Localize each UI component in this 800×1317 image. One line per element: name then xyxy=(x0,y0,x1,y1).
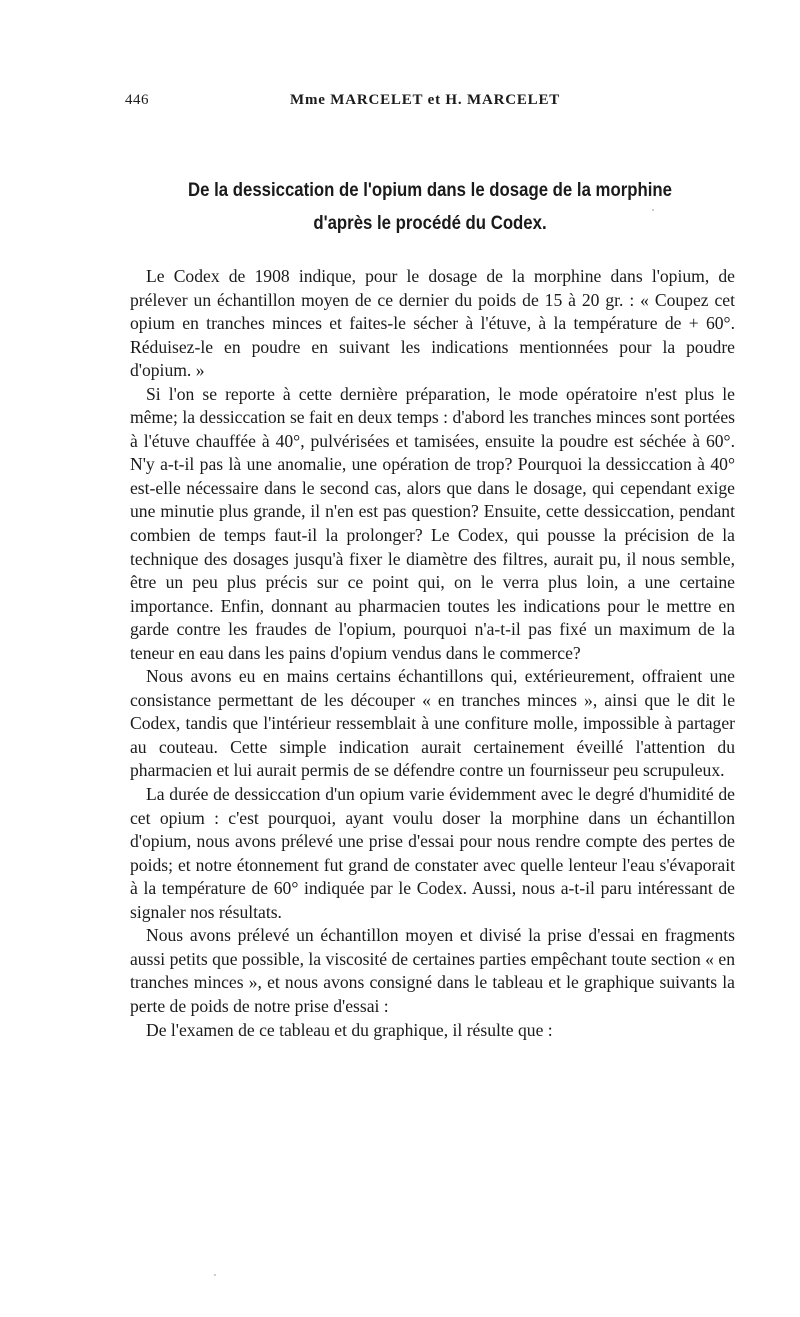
article-title xyxy=(168,174,693,240)
paper-speck xyxy=(652,209,654,211)
paragraph-samples: Nous avons eu en mains certains échantillons qui, extérieurement, offraient une consistance permettant de les découper « en tranches minces », ainsi que le dit le Codex, tandis que l'intérieur ressemblait à une confiture molle, impossible à partager au couteau. Cette simple indication aurait certainement éveillé l'attention du pharmacien et lui aurait permis de se défendre contre un fournisseur peu scrupuleux. xyxy=(130,666,735,781)
paragraph-preparation: Si l'on se reporte à cette dernière préparation, le mode opératoire n'est plus le même; la dessiccation se fait en deux temps : d'abord les tranches minces sont portées à l'étuve chauffée à 40°, pulvérisées et tamisées, ensuite la poudre est séchée à 60°. N'y a-t-il pas là une anomalie, une opération de trop? Pourquoi la dessiccation à 40° est-elle nécessaire dans le second cas, alors que dans le dosage, qui cependant exige une minutie plus grande, il n'en est pas question? Ensuite, cette dessiccation, pendant combien de temps faut-il la prolonger? Le Codex, qui pousse la précision de la technique des dosages jusqu'à fixer le diamètre des filtres, aurait pu, il nous semble, être un peu plus précis sur ce point qui, on le verra plus loin, a une certaine importance. Enfin, donnant au pharmacien toutes les indications pour le mettre en garde contre les fraudes de l'opium, pourquoi n'a-t-il pas fixé un maximum de la teneur en eau dans les pains d'opium vendus dans le commerce? xyxy=(130,383,735,663)
paper-speck xyxy=(214,1274,216,1276)
paragraph-conclusion-intro: De l'examen de ce tableau et du graphique, il résulte que : xyxy=(146,1019,553,1040)
article-title-line-2: d'après le procédé du Codex. xyxy=(313,212,547,234)
page-number: 446 xyxy=(125,92,149,108)
running-head xyxy=(125,92,735,114)
paragraph-method: Nous avons prélevé un échantillon moyen et divisé la prise d'essai en fragments aussi petits que possible, la viscosité de certaines parties empêchant toute section « en tranches minces », et nous avons consigné dans le tableau et le graphique suivants la perte de poids de notre prise d'essai : xyxy=(130,925,735,1016)
running-head-authors: Mme MARCELET et H. MARCELET xyxy=(290,92,561,108)
paragraph-duration: La durée de dessiccation d'un opium varie évidemment avec le degré d'humidité de cet opium : c'est pourquoi, ayant voulu doser la morphine dans un échantillon d'opium, nous avons prélevé une prise d'essai pour nous rendre compte des pertes de poids; et notre étonnement fut grand de constater avec quelle lenteur l'eau s'évaporait à la température de 60° indiquée par le Codex. Aussi, nous a-t-il paru intéressant de signaler nos résultats. xyxy=(130,784,735,922)
article-title-line-1: De la dessiccation de l'opium dans le dosage de la morphine xyxy=(188,179,672,201)
paragraph-codex-1908: Le Codex de 1908 indique, pour le dosage de la morphine dans l'opium, de prélever un échantillon moyen de ce dernier du poids de 15 à 20 gr. : « Coupez cet opium en tranches minces et faites-le sécher à l'étuve, à la température de + 60°. Réduisez-le en poudre en suivant les indications mentionnées pour la poudre d'opium. » xyxy=(130,266,735,381)
article-body xyxy=(130,265,735,1042)
